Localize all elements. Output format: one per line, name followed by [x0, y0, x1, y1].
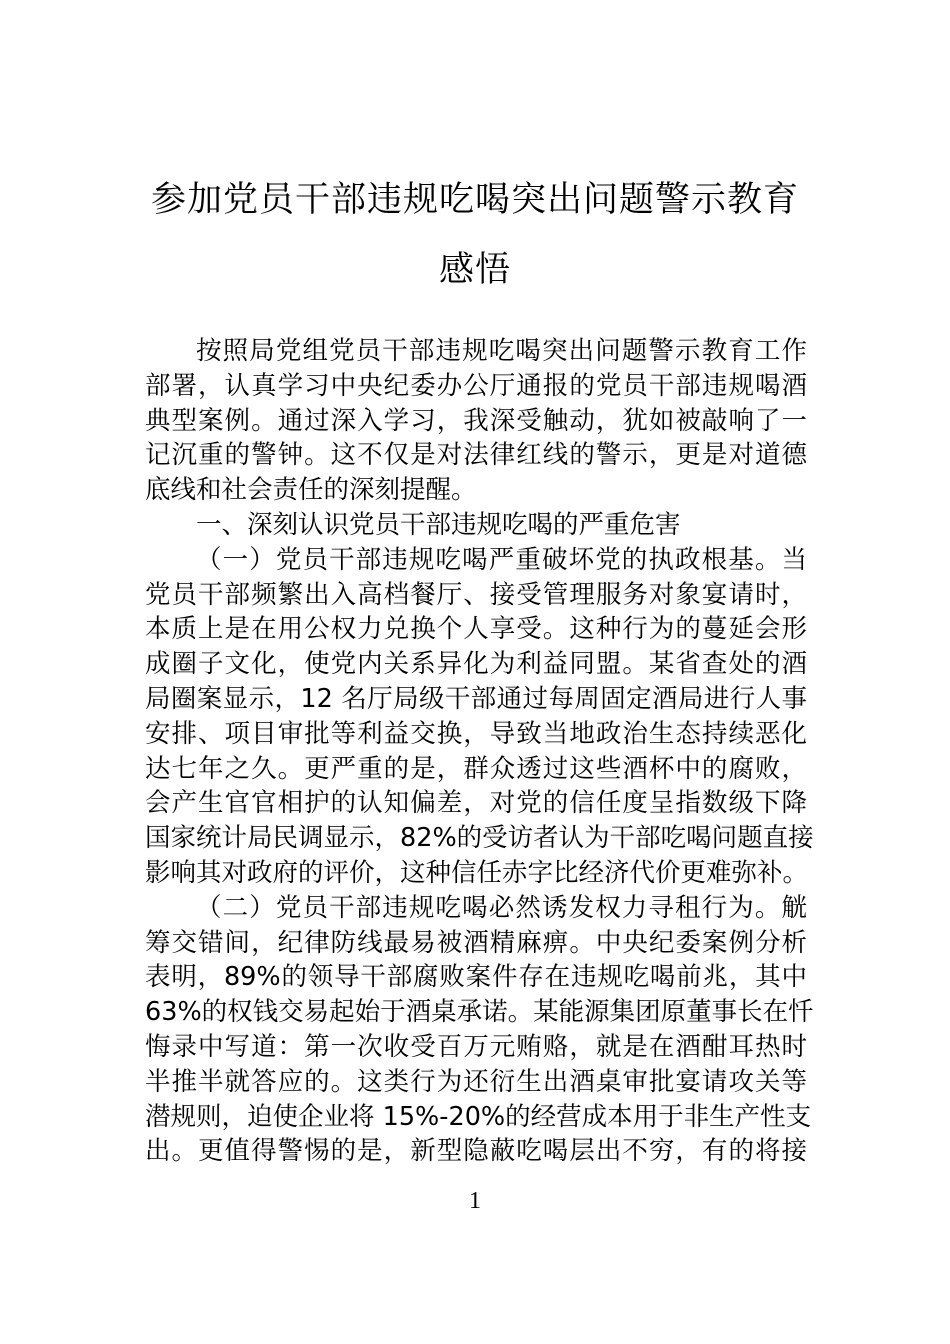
subsection-1-line: 达七年之久。更严重的是，群众透过这些酒杯中的腐败，: [145, 753, 807, 784]
document-title-line-1: 参加党员干部违规吃喝突出问题警示教育: [150, 180, 799, 220]
subsection-1-line: 局圈案显示，12 名厅局级干部通过每周固定酒局进行人事: [145, 683, 807, 714]
section-heading: 一、深刻认识党员干部违规吃喝的严重危害: [196, 509, 681, 540]
subsection-2-line: 悔录中写道：第一次收受百万元贿赂，就是在酒酣耳热时: [145, 1031, 807, 1062]
subsection-1-line: 会产生官官相护的认知偏差，对党的信任度呈指数级下降: [145, 788, 807, 819]
subsection-1-line: 本质上是在用公权力兑换个人享受。这种行为的蔓延会形: [145, 614, 807, 645]
page-number: 1: [469, 1188, 481, 1214]
subsection-1-line: 国家统计局民调显示，82%的受访者认为干部吃喝问题直接: [145, 823, 814, 854]
document-title-line-2: 感悟: [438, 250, 511, 290]
document-body: [145, 334, 814, 1169]
paragraph-intro-line: 记沉重的警钟。这不仅是对法律红线的警示，更是对道德: [145, 440, 807, 471]
paragraph-intro-line: 底线和社会责任的深刻提醒。: [145, 475, 477, 506]
subsection-1-line: 党员干部频繁出入高档餐厅、接受管理服务对象宴请时，: [145, 579, 807, 610]
paragraph-intro-line: 按照局党组党员干部违规吃喝突出问题警示教育工作: [196, 336, 807, 366]
subsection-1-line: 影响其对政府的评价，这种信任赤字比经济代价更难弥补。: [145, 857, 809, 888]
subsection-2-line: 筹交错间，纪律防线最易被酒精麻痹。中央纪委案例分析: [145, 927, 807, 958]
subsection-2-line: 表明，89%的领导干部腐败案件存在违规吃喝前兆，其中: [145, 962, 807, 993]
subsection-1-line: 安排、项目审批等利益交换，导致当地政治生态持续恶化: [145, 718, 807, 749]
subsection-2-line: （二）党员干部违规吃喝必然诱发权力寻租行为。觥: [196, 892, 807, 923]
paragraph-intro-line: 典型案例。通过深入学习，我深受触动，犹如被敲响了一: [145, 405, 807, 436]
subsection-2-line: 潜规则，迫使企业将 15%-20%的经营成本用于非生产性支: [145, 1101, 812, 1132]
subsection-2-line: 出。更值得警惕的是，新型隐蔽吃喝层出不穷，有的将接: [145, 1136, 807, 1167]
subsection-1-line: 成圈子文化，使党内关系异化为利益同盟。某省查处的酒: [145, 649, 807, 680]
subsection-2-line: 63%的权钱交易起始于酒桌承诺。某能源集团原董事长在忏: [145, 997, 814, 1028]
subsection-1-line: （一）党员干部违规吃喝严重破坏党的执政根基。当: [196, 544, 807, 575]
subsection-2-line: 半推半就答应的。这类行为还衍生出酒桌审批宴请攻关等: [145, 1066, 807, 1097]
paragraph-intro-line: 部署，认真学习中央纪委办公厅通报的党员干部违规喝酒: [145, 370, 807, 401]
